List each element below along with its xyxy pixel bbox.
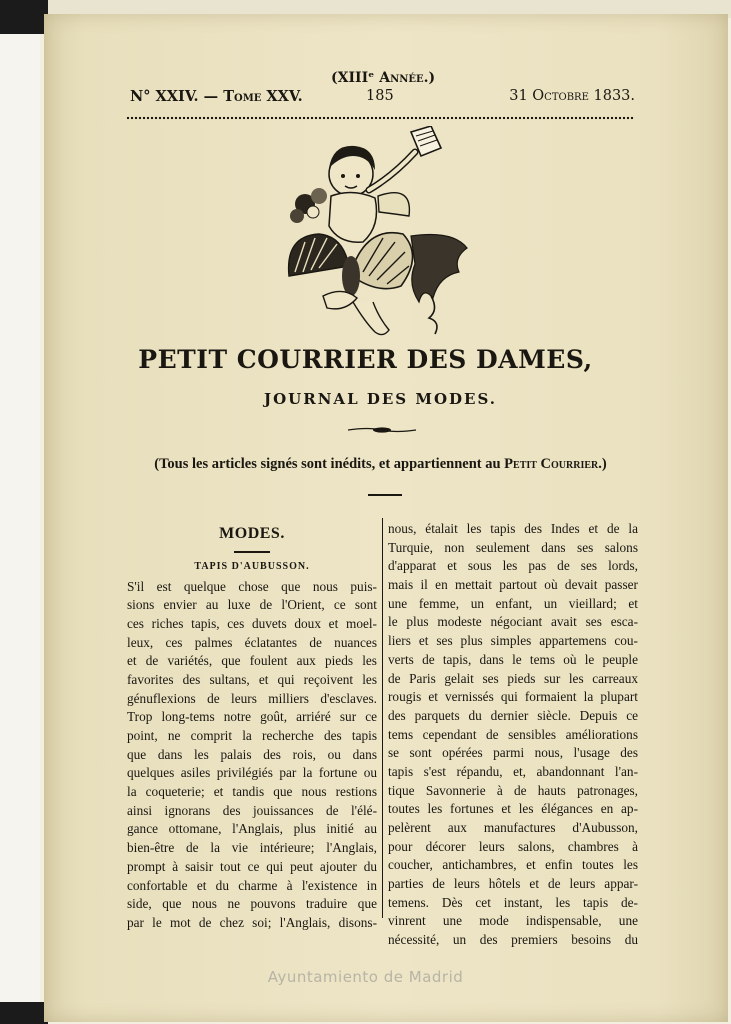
text-line: rougis et vernissés qui formaient la plupart [388,689,638,705]
text-line: une femme, un enfant, un vieillard; et [388,595,638,611]
scan-left-strip [0,34,40,1002]
text-line: de Paris gelait ses pieds sur les carreaux [388,670,638,686]
notice-text: (Tous les articles signés sont inédits, et appartiennent au [154,456,505,472]
text-line: vinrent une mode indispensable, une [388,913,638,929]
text-line: nécessité, un des premiers besoins du [388,932,638,948]
scan-corner-top [0,0,48,34]
text-line: side, que nous ne pouvons traduire que [127,896,377,912]
text-line: nous, étalait les tapis des Indes et de la [388,521,638,536]
text-line: génuflexions de leurs milliers d'esclaves. [127,690,377,706]
text-line: par le mot de chez soi; l'Anglais, disons- [127,914,377,930]
issue-header [130,88,635,110]
article-text-right [388,520,638,950]
text-line: des parquets du dernier siècle. Depuis ce [388,707,638,723]
masthead-title: PETIT COURRIER DES DAMES, [138,345,593,374]
text-line: leux, ces palmes éclatantes de nuances [127,634,377,650]
text-line: la coqueterie; et tandis que nous restions [127,784,377,800]
cherub-figure [290,146,415,242]
text-line: liers et ses plus simples appartemens cou- [388,633,638,649]
text-line: ces riches tapis, ces duvets doux et moel- [127,615,377,631]
article-column-left [127,522,377,933]
text-line: tique Savonnerie à de hauts patronages, [388,782,638,798]
text-line: pelèrent aux manufactures d'Aubusson, [388,820,638,835]
year-label: (XIIIᵉ Année.) [331,70,436,86]
cherub-vignette-illustration [283,126,473,340]
text-line: coucher, antichambres, et enfin toutes les [388,857,638,873]
masthead-subtitle: JOURNAL DES MODES. [264,390,497,408]
article-subheading: TAPIS D'AUBUSSON. [194,560,310,572]
section-title: MODES. [219,525,285,542]
editorial-notice [0,456,731,473]
text-line: mais il en mettait partout où devait passer [388,577,638,593]
text-line: bien-être de la vie intérieure; l'Anglais, [127,840,377,856]
butterfly-icon [289,233,413,309]
text-line: ainsi ignorans des jouissances de l'élé- [127,802,377,818]
text-line: se sont opérées parmi nous, l'usage des [388,745,638,761]
section-title-rule [234,551,270,553]
column-divider [382,518,383,918]
notice-small-caps: Petit Courrier [504,456,599,472]
text-line: favorites des sultans, et qui reçoivent les [127,671,377,687]
text-line: et de variétés, que foulent aux pieds les [127,653,377,669]
text-line: gance ottomane, l'Anglais, plus initié au [127,821,377,837]
text-line: Turquie, non seulement dans ses salons [388,539,638,555]
text-line: verts de tapis, dans le tems où le peuple [388,651,638,667]
text-line: pour décorer leurs salons, chambres à [388,838,638,854]
page-number: 185 [366,88,394,104]
article-text-left [127,578,377,933]
text-line: sions envier au luxe de l'Orient, ce sont [127,597,377,613]
text-line: le plus modeste négociant avait ses esca- [388,614,638,630]
section-rule [368,494,402,496]
ornament-divider-icon [348,425,416,435]
text-line: temens. Dès cet instant, les tapis de- [388,894,638,910]
text-line: point, ne comprit la recherche des tapis [127,728,377,743]
scan-corner-bottom [0,1002,48,1024]
text-line: Trop long-tems notre goût, arriéré sur ce [127,709,377,725]
dotted-divider [126,116,634,120]
issue-number: N° XXIV. — Tome XXV. [130,88,303,105]
article-column-right [388,520,638,950]
text-line: que dans les palais des rois, ou dans [127,746,377,762]
text-line: S'il est quelque chose que nous puis- [127,578,377,594]
text-line: d'apparat et sous les pas de ses lords, [388,558,638,574]
text-line: tems cependant de sensibles améliorations [388,726,638,742]
text-line: tapis s'est répandu, et, abandonnant l'an- [388,763,638,779]
archive-watermark: Ayuntamiento de Madrid [267,968,464,986]
text-line: prompt à saisir tout ce qui peut ajouter du [127,858,377,874]
text-line: quelques asiles privilégiés par la fortune ou [127,765,377,781]
issue-date: 31 Octobre 1833. [509,88,635,104]
text-line: toutes les fortunes et les élégances en ap- [388,801,638,817]
text-line: parties de leurs hôtels et de leurs appar- [388,876,638,892]
text-line: confortable et du charme à l'existence in [127,877,377,893]
notice-end: .) [598,456,607,472]
